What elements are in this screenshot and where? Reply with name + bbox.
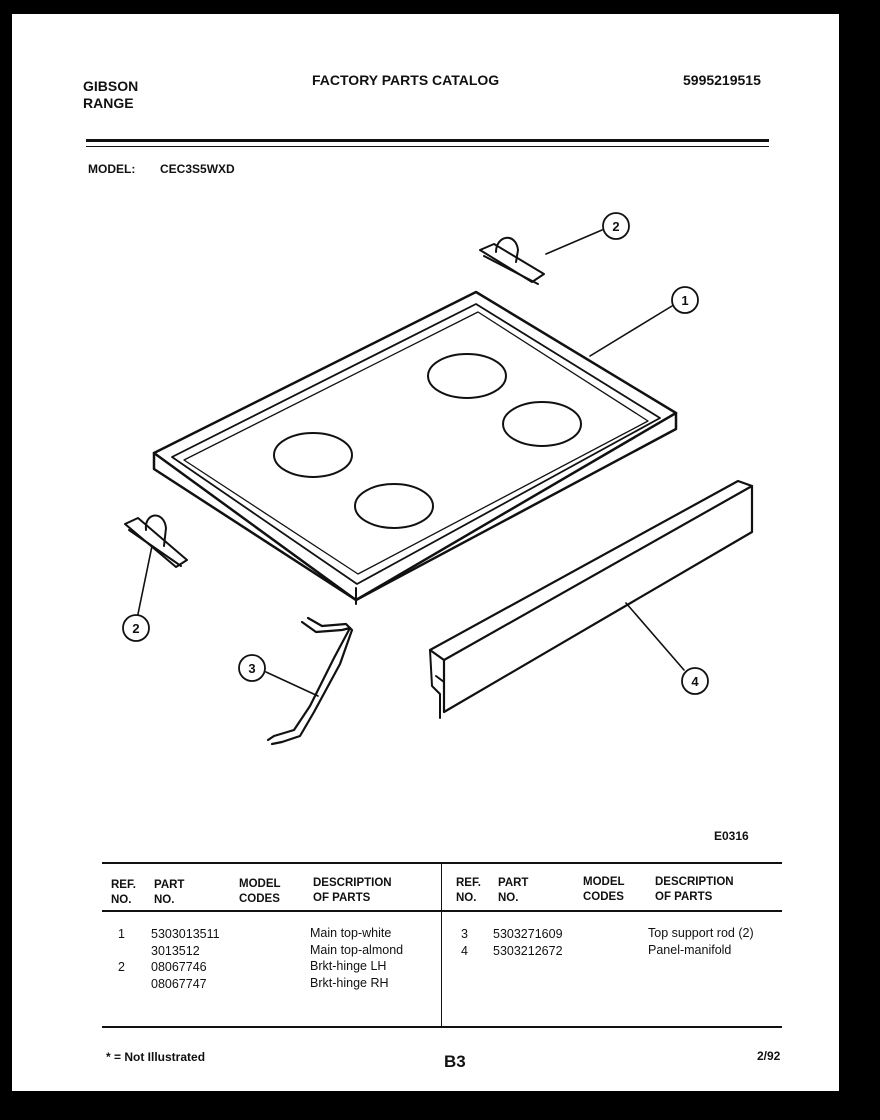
support-rod-part: [268, 618, 352, 744]
col-header-model: MODEL CODES: [239, 878, 281, 905]
catalog-number: 5995219515: [683, 72, 761, 88]
callout-2-left: 2: [132, 621, 140, 636]
right-descriptions: Top support rod (2) Panel-manifold: [648, 926, 754, 957]
col-header-part: PART NO.: [154, 879, 185, 906]
left-descriptions: Main top-white Main top-almond Brkt-hinge LH Brkt-hinge RH: [310, 926, 404, 990]
callout-4: 4: [691, 674, 699, 689]
table-header-rule: [102, 910, 782, 912]
col-header-model-right: MODEL CODES: [583, 876, 625, 903]
col-header-part-right: PART NO.: [498, 877, 529, 904]
model-label: MODEL:: [88, 162, 136, 176]
callout-1: 1: [681, 293, 689, 308]
table-top-rule: [102, 862, 782, 864]
col-header-ref-right: REF. NO.: [456, 877, 481, 904]
left-part-numbers: 5303013511 3013512 08067746 08067747: [151, 927, 220, 991]
col-header-ref: REF. NO.: [111, 879, 136, 906]
figure-code: E0316: [714, 829, 749, 843]
right-ref-numbers: 3 4: [461, 927, 468, 958]
revision-date: 2/92: [757, 1049, 781, 1063]
left-ref-numbers: 1 2: [118, 927, 125, 974]
product-type: RANGE: [83, 95, 134, 111]
not-illustrated-note: * = Not Illustrated: [106, 1050, 206, 1064]
hinge-bracket-rh-part: [480, 238, 544, 284]
callout-3: 3: [248, 661, 256, 676]
page-number: B3: [444, 1052, 466, 1071]
callout-2-top: 2: [612, 219, 620, 234]
catalog-title: FACTORY PARTS CATALOG: [312, 72, 500, 88]
table-bottom-rule: [102, 1026, 782, 1028]
model-value: CEC3S5WXD: [160, 162, 235, 176]
col-header-desc-right: DESCRIPTION OF PARTS: [655, 876, 734, 903]
hinge-bracket-lh-part: [125, 515, 187, 567]
col-header-desc: DESCRIPTION OF PARTS: [313, 877, 392, 904]
right-part-numbers: 5303271609 5303212672: [493, 927, 563, 958]
table-divider: [441, 862, 442, 1027]
brand-name: GIBSON: [83, 78, 139, 94]
